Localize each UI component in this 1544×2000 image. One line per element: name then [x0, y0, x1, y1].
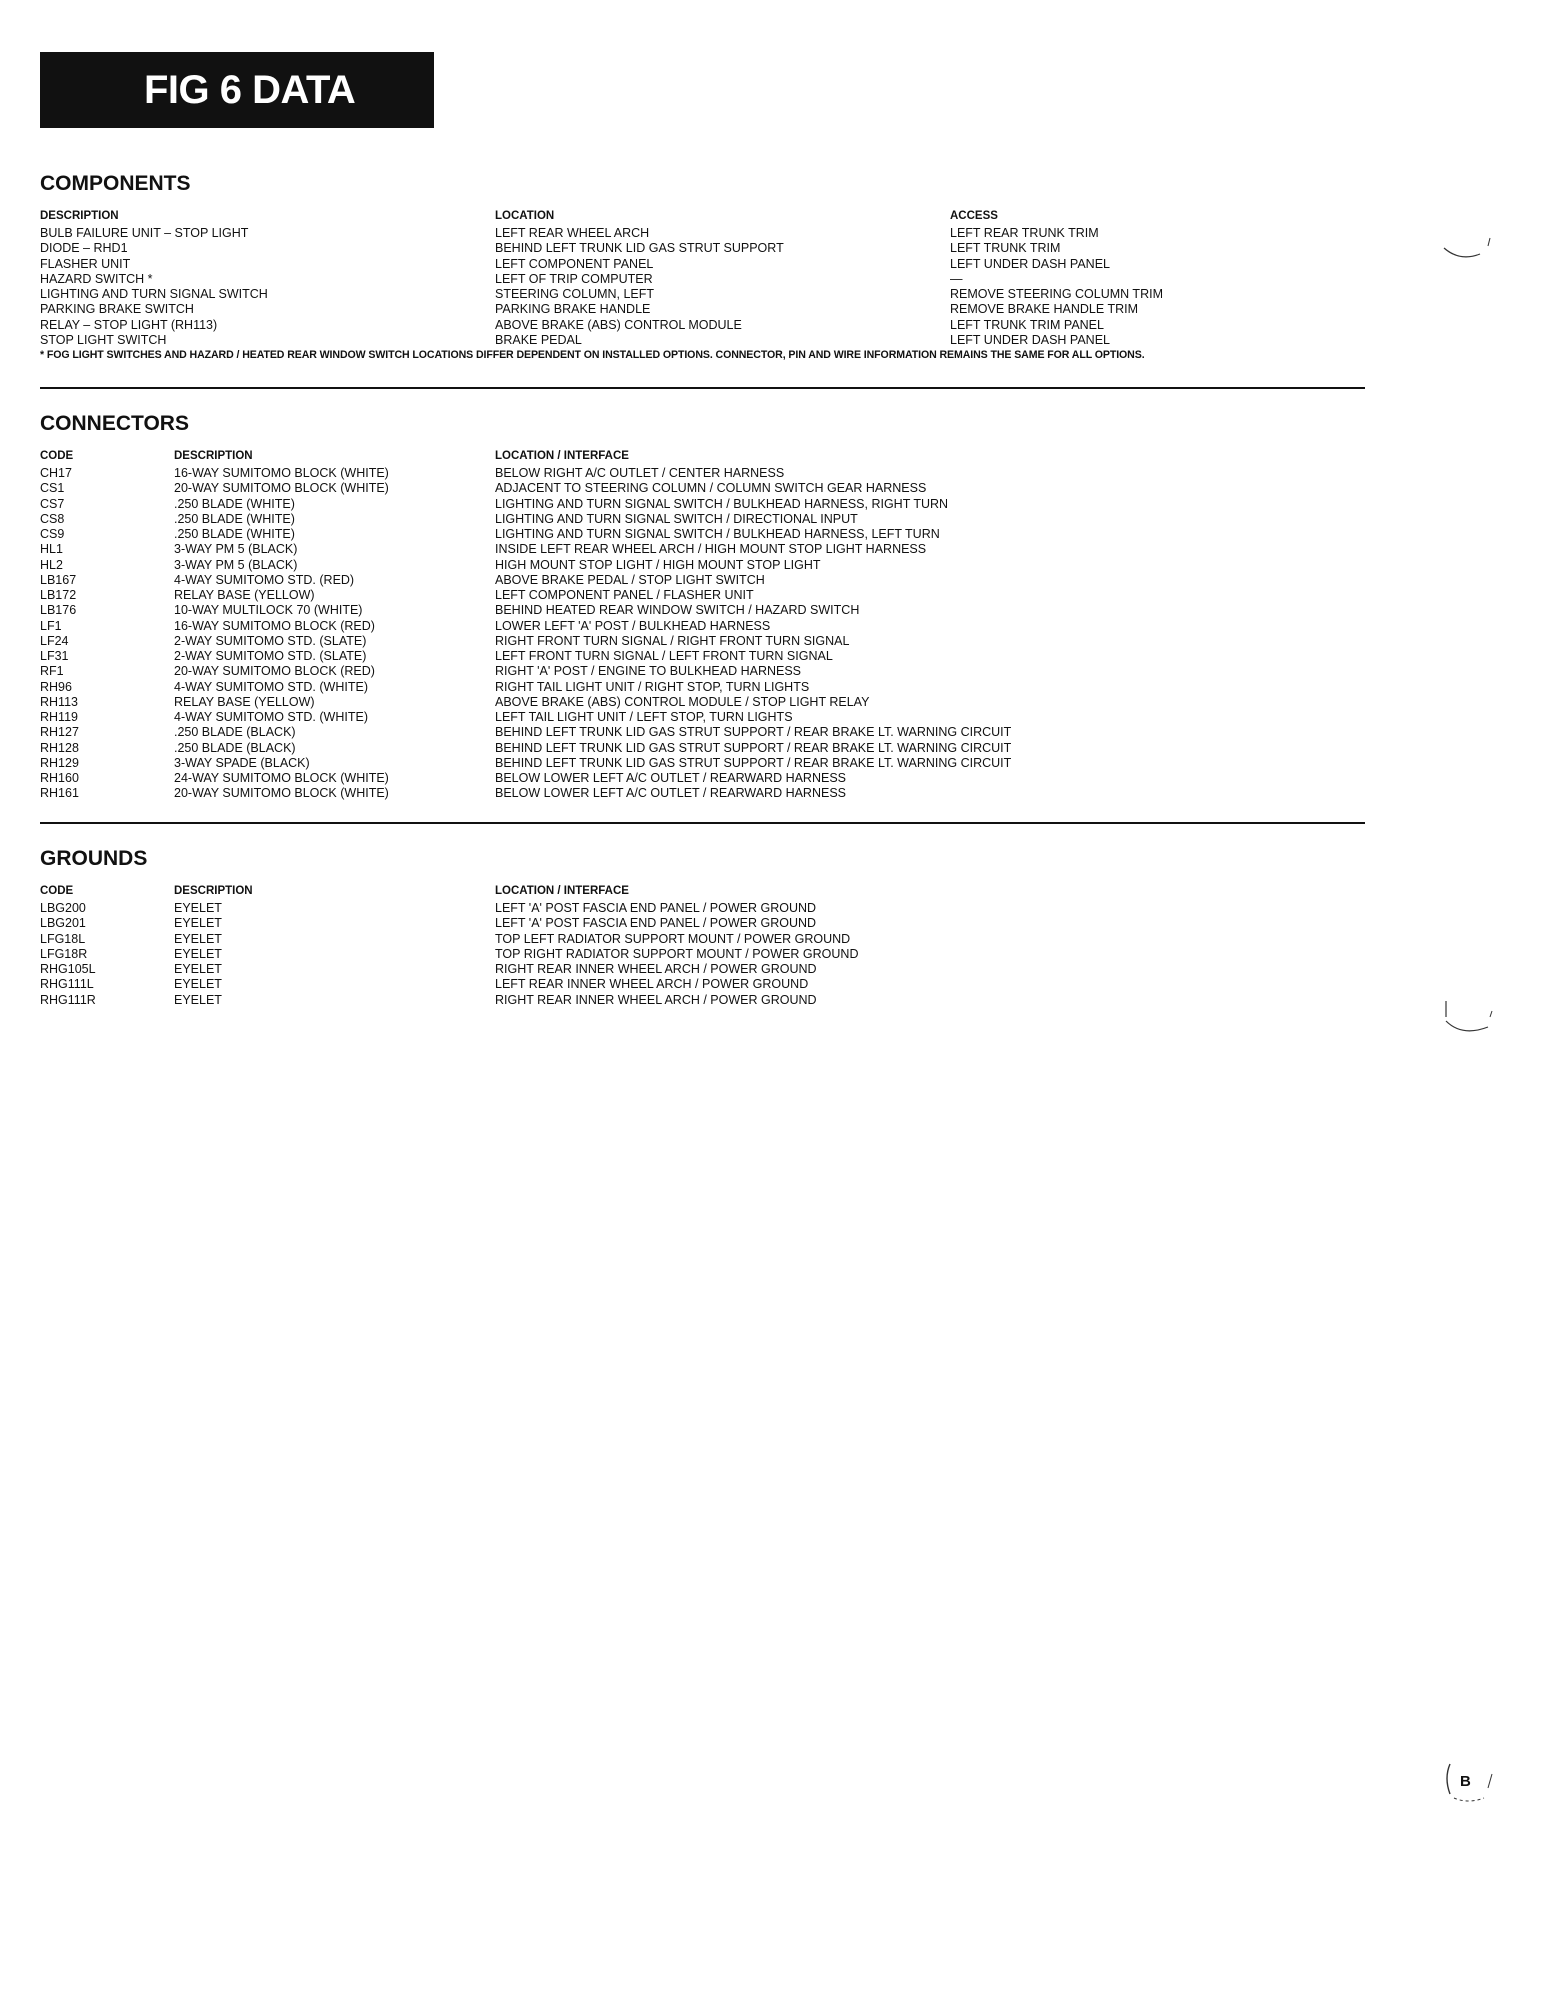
connector-location-interface: BEHIND LEFT TRUNK LID GAS STRUT SUPPORT / REAR BRAKE LT. WARNING CIRCUIT	[495, 740, 1012, 755]
connector-code: CS9	[40, 527, 65, 541]
connector-code: RH161	[40, 786, 79, 801]
column-header-description: DESCRIPTION	[174, 450, 253, 462]
connector-location-interface: BELOW RIGHT A/C OUTLET / CENTER HARNESS	[495, 466, 785, 480]
connector-code: CS1	[40, 481, 65, 496]
component-access: LEFT UNDER DASH PANEL	[950, 256, 1110, 271]
connector-row	[40, 710, 1365, 725]
connector-description: 3-WAY PM 5 (BLACK)	[174, 542, 298, 557]
connector-code: LB176	[40, 603, 77, 618]
component-access: REMOVE STEERING COLUMN TRIM	[950, 287, 1163, 301]
connector-description: 4-WAY SUMITOMO STD. (WHITE)	[174, 710, 368, 724]
connector-code: RH113	[40, 694, 78, 709]
connector-code: RH119	[40, 710, 78, 724]
column-header-location: LOCATION	[495, 210, 555, 222]
grounds-table	[40, 877, 1365, 1008]
connector-description: 20-WAY SUMITOMO BLOCK (WHITE)	[174, 481, 389, 496]
connector-row	[40, 771, 1365, 786]
connector-row	[40, 695, 1365, 710]
connector-location-interface: LEFT COMPONENT PANEL / FLASHER UNIT	[495, 588, 754, 602]
component-access: LEFT TRUNK TRIM	[950, 241, 1061, 256]
connector-row	[40, 619, 1365, 634]
column-header-access: ACCESS	[950, 210, 998, 222]
connector-row	[40, 741, 1365, 756]
connector-row	[40, 466, 1365, 481]
component-description: BULB FAILURE UNIT – STOP LIGHT	[40, 226, 249, 240]
connector-row	[40, 573, 1365, 588]
connector-row	[40, 725, 1365, 740]
connector-location-interface: BELOW LOWER LEFT A/C OUTLET / REARWARD HARNESS	[495, 786, 846, 801]
connector-code: RH160	[40, 771, 79, 785]
ground-row	[40, 993, 1365, 1008]
ground-row	[40, 916, 1365, 931]
connector-description: 3-WAY PM 5 (BLACK)	[174, 557, 298, 572]
component-description: RELAY – STOP LIGHT (RH113)	[40, 317, 218, 332]
ground-location-interface: LEFT 'A' POST FASCIA END PANEL / POWER GROUND	[495, 901, 817, 915]
connector-row	[40, 512, 1365, 527]
connector-location-interface: LIGHTING AND TURN SIGNAL SWITCH / DIRECTIONAL INPUT	[495, 511, 858, 526]
component-row	[40, 318, 1365, 333]
connector-description: 16-WAY SUMITOMO BLOCK (RED)	[174, 618, 375, 633]
grounds-title: GROUNDS	[40, 847, 148, 870]
connector-code: RH129	[40, 755, 79, 770]
ground-location-interface: TOP LEFT RADIATOR SUPPORT MOUNT / POWER GROUND	[495, 931, 851, 946]
connector-location-interface: ABOVE BRAKE PEDAL / STOP LIGHT SWITCH	[495, 572, 765, 587]
component-access: LEFT REAR TRUNK TRIM	[950, 226, 1099, 240]
connectors-table	[40, 442, 1365, 802]
ground-description: EYELET	[174, 962, 222, 976]
connector-row	[40, 680, 1365, 695]
connector-location-interface: BEHIND LEFT TRUNK LID GAS STRUT SUPPORT / REAR BRAKE LT. WARNING CIRCUIT	[495, 755, 1012, 770]
component-location: BRAKE PEDAL	[495, 332, 582, 347]
component-access: —	[950, 271, 963, 286]
ground-code: RHG105L	[40, 962, 96, 976]
connector-location-interface: LOWER LEFT 'A' POST / BULKHEAD HARNESS	[495, 618, 771, 633]
component-location: LEFT COMPONENT PANEL	[495, 256, 654, 271]
connector-location-interface: LEFT TAIL LIGHT UNIT / LEFT STOP, TURN LIGHTS	[495, 710, 793, 724]
connector-row	[40, 756, 1365, 771]
column-header-code: CODE	[40, 885, 74, 897]
connector-code: LF24	[40, 633, 69, 648]
components-title: COMPONENTS	[40, 172, 191, 195]
connector-location-interface: BEHIND LEFT TRUNK LID GAS STRUT SUPPORT / REAR BRAKE LT. WARNING CIRCUIT	[495, 725, 1012, 740]
connector-description: 10-WAY MULTILOCK 70 (WHITE)	[174, 603, 363, 618]
connector-description: 3-WAY SPADE (BLACK)	[174, 755, 310, 770]
ground-code: RHG111L	[40, 977, 94, 992]
ground-code: LBG201	[40, 916, 86, 931]
connector-code: HL1	[40, 542, 63, 557]
ground-description: EYELET	[174, 977, 222, 992]
component-row	[40, 226, 1365, 241]
ground-row	[40, 977, 1365, 992]
connector-description: 20-WAY SUMITOMO BLOCK (RED)	[174, 664, 375, 679]
component-description: STOP LIGHT SWITCH	[40, 332, 167, 347]
component-description: DIODE – RHD1	[40, 241, 128, 256]
ground-location-interface: TOP RIGHT RADIATOR SUPPORT MOUNT / POWER GROUND	[495, 946, 859, 961]
connector-description: .250 BLADE (WHITE)	[174, 496, 295, 511]
connector-code: RH127	[40, 725, 79, 740]
components-rows	[40, 226, 1365, 348]
ground-description: EYELET	[174, 992, 222, 1007]
connector-code: RH128	[40, 740, 79, 755]
connector-code: CS7	[40, 496, 65, 511]
component-location: STEERING COLUMN, LEFT	[495, 287, 655, 301]
connector-location-interface: BEHIND HEATED REAR WINDOW SWITCH / HAZARD SWITCH	[495, 603, 860, 618]
component-location: BEHIND LEFT TRUNK LID GAS STRUT SUPPORT	[495, 241, 784, 256]
connector-location-interface: RIGHT 'A' POST / ENGINE TO BULKHEAD HARNESS	[495, 664, 802, 679]
component-row	[40, 241, 1365, 256]
connector-code: CH17	[40, 466, 72, 480]
component-description: LIGHTING AND TURN SIGNAL SWITCH	[40, 287, 268, 301]
connector-location-interface: RIGHT TAIL LIGHT UNIT / RIGHT STOP, TURN LIGHTS	[495, 679, 810, 694]
connector-location-interface: RIGHT FRONT TURN SIGNAL / RIGHT FRONT TURN SIGNAL	[495, 633, 850, 648]
component-description: FLASHER UNIT	[40, 256, 131, 271]
column-header-location-interface: LOCATION / INTERFACE	[495, 885, 629, 897]
connector-description: 20-WAY SUMITOMO BLOCK (WHITE)	[174, 786, 389, 801]
ground-code: LFG18R	[40, 946, 88, 961]
component-row	[40, 272, 1365, 287]
connectors-title: CONNECTORS	[40, 412, 189, 435]
connector-row	[40, 649, 1365, 664]
ground-row	[40, 947, 1365, 962]
connector-row	[40, 634, 1365, 649]
ground-description: EYELET	[174, 901, 222, 915]
component-row	[40, 333, 1365, 348]
ground-location-interface: LEFT REAR INNER WHEEL ARCH / POWER GROUND	[495, 977, 809, 992]
connector-description: 4-WAY SUMITOMO STD. (WHITE)	[174, 679, 368, 694]
connector-location-interface: BELOW LOWER LEFT A/C OUTLET / REARWARD HARNESS	[495, 771, 846, 785]
ground-location-interface: RIGHT REAR INNER WHEEL ARCH / POWER GROUND	[495, 962, 817, 976]
ground-description: EYELET	[174, 916, 222, 931]
connector-description: RELAY BASE (YELLOW)	[174, 588, 315, 602]
connector-code: CS8	[40, 511, 65, 526]
ground-row	[40, 901, 1365, 916]
component-location: PARKING BRAKE HANDLE	[495, 302, 651, 317]
connector-row	[40, 558, 1365, 573]
connector-code: LF31	[40, 649, 69, 663]
component-location: LEFT OF TRIP COMPUTER	[495, 271, 653, 286]
components-table	[40, 202, 1365, 348]
components-header-row	[40, 202, 1365, 226]
connector-code: LB167	[40, 572, 77, 587]
grounds-header-row	[40, 877, 1365, 901]
connector-location-interface: INSIDE LEFT REAR WHEEL ARCH / HIGH MOUNT STOP LIGHT HARNESS	[495, 542, 927, 557]
connector-row	[40, 664, 1365, 679]
connector-description: .250 BLADE (BLACK)	[174, 740, 296, 755]
component-row	[40, 302, 1365, 317]
connector-description: RELAY BASE (YELLOW)	[174, 694, 315, 709]
connector-row	[40, 497, 1365, 512]
ground-location-interface: LEFT 'A' POST FASCIA END PANEL / POWER GROUND	[495, 916, 817, 931]
connector-description: 2-WAY SUMITOMO STD. (SLATE)	[174, 633, 367, 648]
column-header-code: CODE	[40, 450, 74, 462]
ground-row	[40, 932, 1365, 947]
connector-description: .250 BLADE (WHITE)	[174, 511, 295, 526]
connector-location-interface: ABOVE BRAKE (ABS) CONTROL MODULE / STOP LIGHT RELAY	[495, 694, 870, 709]
binder-hole-mark	[1440, 995, 1500, 1045]
connector-location-interface: ADJACENT TO STEERING COLUMN / COLUMN SWITCH GEAR HARNESS	[495, 481, 927, 496]
connector-row	[40, 603, 1365, 618]
grounds-rows	[40, 901, 1365, 1008]
component-description: HAZARD SWITCH *	[40, 271, 153, 286]
connector-row	[40, 542, 1365, 557]
connector-row	[40, 481, 1365, 496]
connector-code: RH96	[40, 679, 72, 694]
section-divider	[40, 822, 1365, 824]
connector-description: .250 BLADE (BLACK)	[174, 725, 296, 740]
connector-description: 16-WAY SUMITOMO BLOCK (WHITE)	[174, 466, 389, 480]
ground-description: EYELET	[174, 931, 222, 946]
component-row	[40, 287, 1365, 302]
connector-code: HL2	[40, 557, 63, 572]
component-access: REMOVE BRAKE HANDLE TRIM	[950, 302, 1139, 317]
component-location: LEFT REAR WHEEL ARCH	[495, 226, 650, 240]
page-title: FIG 6 DATA	[40, 52, 434, 128]
connector-row	[40, 527, 1365, 542]
component-row	[40, 257, 1365, 272]
connectors-section	[40, 412, 1365, 802]
component-access: LEFT UNDER DASH PANEL	[950, 332, 1110, 347]
connector-code: LB172	[40, 588, 77, 602]
connectors-rows	[40, 466, 1365, 802]
connector-row	[40, 786, 1365, 801]
connector-location-interface: LEFT FRONT TURN SIGNAL / LEFT FRONT TURN SIGNAL	[495, 649, 833, 663]
components-section	[40, 172, 1365, 363]
ground-description: EYELET	[174, 946, 222, 961]
binder-hole-mark	[1440, 228, 1500, 268]
grounds-section	[40, 847, 1365, 1008]
component-description: PARKING BRAKE SWITCH	[40, 302, 194, 317]
section-divider	[40, 387, 1365, 389]
component-location: ABOVE BRAKE (ABS) CONTROL MODULE	[495, 317, 742, 332]
connector-row	[40, 588, 1365, 603]
connector-location-interface: LIGHTING AND TURN SIGNAL SWITCH / BULKHEAD HARNESS, RIGHT TURN	[495, 496, 949, 511]
connector-code: RF1	[40, 664, 64, 679]
connector-description: 24-WAY SUMITOMO BLOCK (WHITE)	[174, 771, 389, 785]
ground-code: LFG18L	[40, 931, 86, 946]
ground-location-interface: RIGHT REAR INNER WHEEL ARCH / POWER GROUND	[495, 992, 817, 1007]
components-footnote: * FOG LIGHT SWITCHES AND HAZARD / HEATED REAR WINDOW SWITCH LOCATIONS DIFFER DEPENDENT ON INSTALLED OPTIONS. CONNECTOR, PIN AND WIRE INFORMATION REMAINS THE SAME FOR ALL OPTIONS.	[40, 349, 1145, 361]
page-section-letter: B	[1460, 1773, 1471, 1790]
ground-code: RHG111R	[40, 992, 96, 1007]
connector-description: 4-WAY SUMITOMO STD. (RED)	[174, 572, 355, 587]
ground-row	[40, 962, 1365, 977]
column-header-description: DESCRIPTION	[174, 885, 253, 897]
ground-code: LBG200	[40, 901, 86, 915]
column-header-location-interface: LOCATION / INTERFACE	[495, 450, 629, 462]
connector-code: LF1	[40, 618, 62, 633]
column-header-description: DESCRIPTION	[40, 210, 119, 222]
connector-location-interface: LIGHTING AND TURN SIGNAL SWITCH / BULKHEAD HARNESS, LEFT TURN	[495, 527, 940, 541]
connector-location-interface: HIGH MOUNT STOP LIGHT / HIGH MOUNT STOP LIGHT	[495, 557, 821, 572]
connector-description: .250 BLADE (WHITE)	[174, 527, 295, 541]
connectors-header-row	[40, 442, 1365, 466]
connector-description: 2-WAY SUMITOMO STD. (SLATE)	[174, 649, 367, 663]
component-access: LEFT TRUNK TRIM PANEL	[950, 317, 1104, 332]
